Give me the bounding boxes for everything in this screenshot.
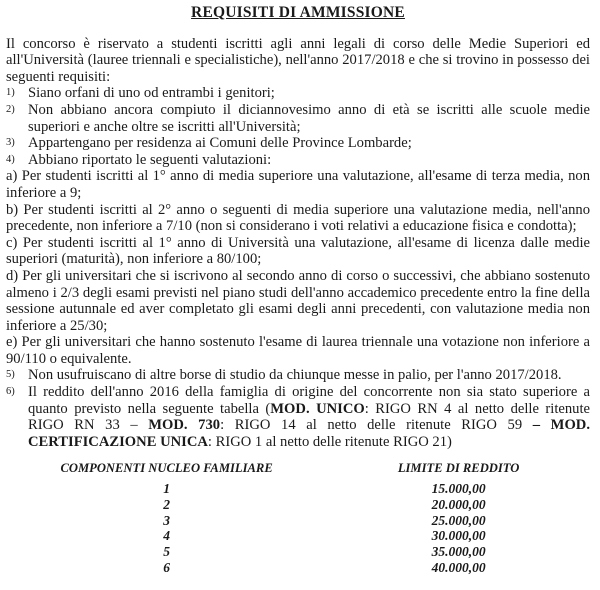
income-table [6, 460, 590, 575]
item-text: Non usufruiscano di altre borse di studio da chiunque messe in palio, per l'anno 2017/2018. [28, 367, 562, 384]
table-row [6, 560, 590, 576]
intro-paragraph: Il concorso è riservato a studenti iscritti agli anni legali di corso delle Medie Superiori ed all'Università (lauree triennali e specialistiche), nell'anno 2017/2018 e che si trovino in possesso dei seguenti requisiti: [6, 35, 590, 85]
item-text-part: : RIGO RN 4 al netto delle ritenute RIGO RN 33 – [28, 400, 590, 434]
list-item [6, 367, 590, 384]
bold-label: MOD. UNICO [270, 400, 365, 417]
item-number: 1) [6, 87, 15, 99]
table-cell: 2 [163, 496, 170, 512]
table-cell: 4 [163, 528, 170, 544]
table-row [6, 528, 590, 544]
item-text-part: Il reddito dell'anno 2016 della famiglia di origine del concorrente non sia stato superiore a quanto previsto nella seguente tabella ( [28, 384, 590, 417]
sub-item-d: d) Per gli universitari che si iscrivono al secondo anno di corso o successivi, che abbiano sostenuto almeno i 2/3 degli esami previsti nel piano studi dell'anno accademico precedente entro la fine della sessione autunnale ed aver completato gli esami degli anni precedenti, con valutazione media non inferiore a 25/30; [6, 267, 590, 334]
item-number: 2) [6, 103, 15, 115]
list-item [6, 152, 590, 169]
table-cell: 5 [163, 544, 170, 560]
table-cell: 35.000,00 [431, 544, 486, 560]
item-number: 4) [6, 153, 15, 165]
column-header: COMPONENTI NUCLEO FAMILIARE [60, 461, 273, 476]
item-text: Abbiano riportato le seguenti valutazioni: [28, 151, 272, 168]
table-cell: 40.000,00 [431, 560, 486, 576]
table-cell: 15.000,00 [431, 481, 486, 497]
table-row [6, 497, 590, 513]
table-cell: 30.000,00 [431, 528, 486, 544]
item-number: 5) [6, 369, 15, 381]
list-item [6, 135, 590, 152]
item-text [28, 384, 590, 450]
column-header: LIMITE DI REDDITO [397, 461, 520, 476]
sub-item-c: c) Per studenti iscritti al 1° anno di Università una valutazione, all'esame di licenza dalle medie superiori (maturità), non inferiore a 80/100; [6, 234, 590, 268]
document-page [0, 5, 600, 590]
bold-label: – MOD. CERTIFICAZIONE UNICA [28, 417, 590, 450]
item-text-part: : RIGO 1 al netto delle ritenute RIGO 21) [207, 433, 452, 450]
table-row [6, 544, 590, 560]
list-item [6, 85, 590, 102]
table-header-row [6, 460, 590, 481]
requirements-list [6, 85, 590, 450]
item-number: 6) [6, 386, 15, 398]
page-title: REQUISITI DI AMMISSIONE [191, 4, 405, 21]
item-number: 3) [6, 137, 15, 149]
sub-item-e: e) Per gli universitari che hanno sostenuto l'esame di laurea triennale una votazione non inferiore a 90/110 o equivalente. [6, 334, 590, 367]
item-text: Appartengano per residenza ai Comuni delle Province Lombarde; [28, 135, 412, 152]
table-row [6, 481, 590, 497]
item-text-part: : RIGO 14 al netto delle ritenute RIGO 59 [220, 417, 533, 434]
bold-label: MOD. 730 [148, 417, 221, 434]
item-text: Siano orfani di uno od entrambi i genitori; [28, 85, 275, 102]
table-cell: 6 [163, 560, 170, 576]
table-cell: 1 [163, 481, 170, 497]
table-row [6, 513, 590, 529]
list-item [6, 384, 590, 450]
table-cell: 20.000,00 [431, 496, 486, 512]
table-cell: 3 [163, 512, 170, 528]
table-cell: 25.000,00 [431, 512, 486, 528]
list-item [6, 102, 590, 135]
sub-item-a: a) Per studenti iscritti al 1° anno di media superiore una valutazione, all'esame di terza media, non inferiore a 9; [6, 168, 590, 201]
item-text: Non abbiano ancora compiuto il diciannovesimo anno di età se iscritti alle scuole medie superiori e anche oltre se iscritti all'Università; [28, 101, 590, 135]
sub-item-b: b) Per studenti iscritti al 2° anno o seguenti di media superiore una valutazione media, nell'anno precedente, non inferiore a 7/10 (non si considerano i voti relativi a educazione fisica e condotta); [6, 201, 590, 235]
